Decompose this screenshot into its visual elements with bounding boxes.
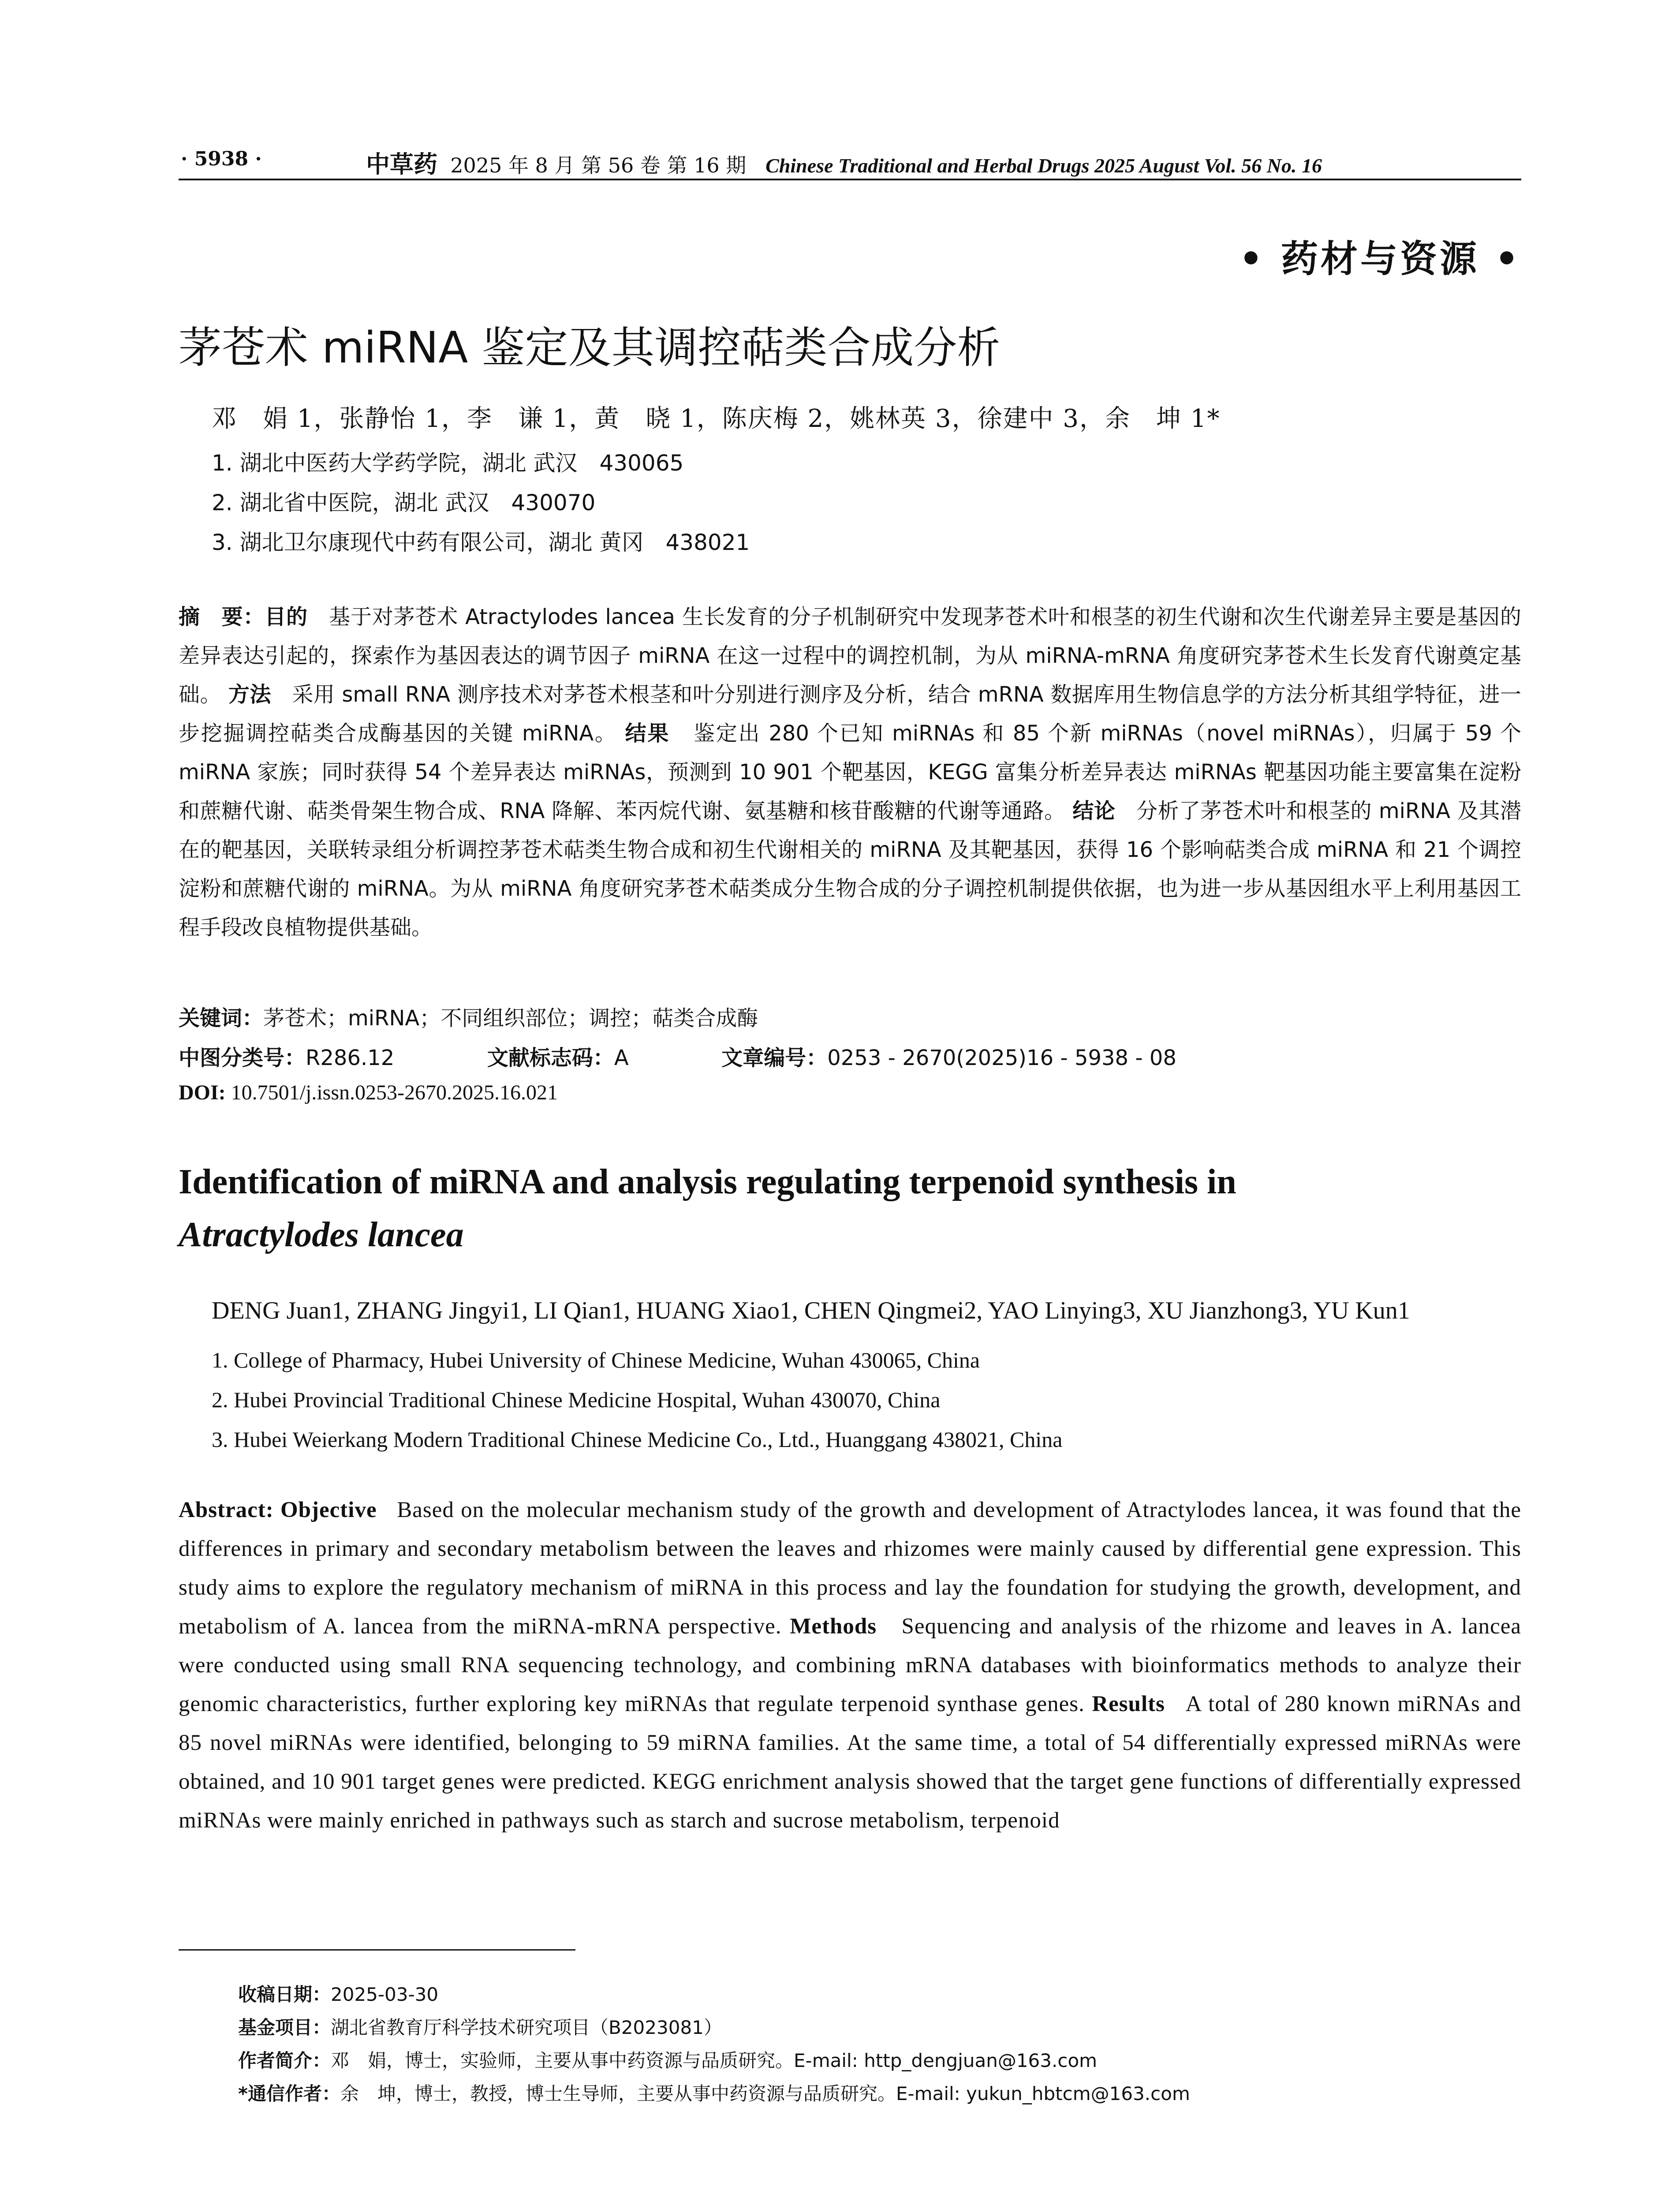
title-main-en: Identification of miRNA and analysis regulating terpenoid synthesis in [179, 1162, 1236, 1201]
footnote-rule [179, 1949, 575, 1951]
author-list-en: DENG Juan1, ZHANG Jingyi1, LI Qian1, HUANG Xiao1, CHEN Qingmei2, YAO Linying3, XU Jianzhong3, YU Kun1 [212, 1297, 1410, 1324]
affiliation-en: 2. Hubei Provincial Traditional Chinese Medicine Hospital, Wuhan 430070, China [212, 1387, 941, 1412]
clc-label: 中图分类号： [179, 1046, 306, 1070]
header-rule [179, 179, 1521, 180]
doi-value[interactable]: 10.7501/j.issn.0253-2670.2025.16.021 [231, 1081, 558, 1104]
objective-label-en: Objective [280, 1498, 377, 1522]
doi-label: DOI: [179, 1081, 226, 1104]
section-tag: • 药材与资源 • [1239, 237, 1521, 280]
affiliation-en: 3. Hubei Weierkang Modern Traditional Chinese Medicine Co., Ltd., Huanggang 438021, China [212, 1427, 1063, 1452]
results-label-en: Results [1092, 1692, 1165, 1716]
article-no-label: 文章编号： [721, 1046, 828, 1070]
footnote-text: 邓 娟，博士，实验师，主要从事中药资源与品质研究。E-mail: http_dengjuan@163.com [331, 2050, 1098, 2071]
footnote-label: 收稿日期： [238, 1984, 331, 2005]
footnote-label: 作者简介： [238, 2050, 331, 2071]
footnote-corresponding [238, 2079, 1190, 2106]
results-text-en: A total of 280 known miRNAs and 85 novel miRNAs were identified, belonging to 59 miRNA families. At the same time, a total of 54 differentially expressed miRNAs were obtained, and 10 901 target genes were predicted. KEGG enrichment analysis showed that the target gene functions of differentially expressed miRNAs were mainly enriched in pathways such as starch and sucrose metabolism, terpenoid [179, 1692, 1522, 1833]
clc-value: R286.12 [306, 1046, 395, 1070]
keywords: 茅苍术；miRNA；不同组织部位；调控；萜类合成酶 [263, 1006, 758, 1031]
objective-text: 基于对茅苍术 Atractylodes lancea 生长发育的分子机制研究中发现茅苍术叶和根茎的初生代谢和次生代谢差异主要是基因的差异表达引起的，探索作为基因表达的调节因子 miRNA 在这一过程中的调控机制，为从 miRNA-mRNA 角度研究茅苍术生长发育代谢奠定基础。 [179, 605, 1521, 707]
title-species-en: Atractylodes lancea [179, 1215, 464, 1254]
page-number: · 5938 · [181, 148, 262, 170]
affiliation-cn: 3. 湖北卫尔康现代中药有限公司，湖北 黄冈 438021 [212, 530, 750, 555]
article-title-cn: 茅苍术 miRNA 鉴定及其调控萜类合成分析 [179, 323, 1001, 373]
footnote-received [238, 1980, 438, 2007]
running-header [366, 146, 1322, 179]
author-list-cn: 邓 娟 1，张静怡 1，李 谦 1，黄 晓 1，陈庆梅 2，姚林英 3，徐建中 3，余 坤 1* [212, 404, 1221, 433]
methods-label: 方法 [228, 682, 272, 707]
methods-text-en: Sequencing and analysis of the rhizome and leaves in A. lancea were conducted using small RNA sequencing technology, and combining mRNA databases with bioinformatics methods to analyze their genomic characteristics, further exploring key miRNAs that regulate terpenoid synthase genes. [179, 1614, 1522, 1716]
doc-code-value: A [614, 1046, 629, 1070]
article-no-value: 0253 - 2670(2025)16 - 5938 - 08 [827, 1046, 1177, 1070]
abstract-cn [179, 598, 1521, 947]
footnote-label: 基金项目： [238, 2017, 331, 2038]
doc-code-label: 文献标志码： [487, 1046, 614, 1070]
keywords-label: 关键词： [179, 1006, 264, 1031]
doi-line [179, 1080, 558, 1105]
keywords-line [179, 1001, 758, 1031]
affiliation-cn: 1. 湖北中医药大学药学院，湖北 武汉 430065 [212, 450, 684, 476]
journal-name-cn: 中草药 [366, 150, 437, 178]
abstract-en [179, 1491, 1521, 1840]
footnote-text: 湖北省教育厅科学技术研究项目（B2023081） [331, 2017, 722, 2038]
footnote-text: 2025-03-30 [331, 1984, 439, 2005]
journal-name-en: Chinese Traditional and Herbal Drugs 2025 August Vol. 56 No. 16 [765, 154, 1322, 177]
conclusion-text: 分析了茅苍术叶和根茎的 miRNA 及其潜在的靶基因，关联转录组分析调控茅苍术萜类生物合成和初生代谢相关的 miRNA 及其靶基因，获得 16 个影响萜类合成 miRNA 和 21 个调控淀粉和蔗糖代谢的 miRNA。为从 miRNA 角度研究茅苍术萜类成分生物合成的分子调控机制提供依据，也为进一步从基因组水平上利用基因工程手段改良植物提供基础。 [179, 799, 1521, 940]
methods-text: 采用 small RNA 测序技术对茅苍术根茎和叶分别进行测序及分析，结合 mRNA 数据库用生物信息学的方法分析其组学特征，进一步挖掘调控萜类合成酶基因的关键 miRNA。 [179, 682, 1521, 746]
footnote-author-bio [238, 2046, 1097, 2073]
footnote-label: *通信作者： [238, 2083, 340, 2104]
classification-line [179, 1041, 1176, 1071]
issue-cn: 2025 年 8 月 第 56 卷 第 16 期 [450, 153, 747, 177]
methods-label-en: Methods [790, 1614, 877, 1639]
affiliation-cn: 2. 湖北省中医院，湖北 武汉 430070 [212, 490, 596, 516]
results-label: 结果 [625, 721, 670, 746]
objective-label: 目的 [265, 605, 308, 629]
conclusion-label: 结论 [1072, 799, 1116, 823]
article-title-en [179, 1155, 1521, 1261]
abstract-label-en: Abstract: [179, 1498, 274, 1522]
footnote-text: 余 坤，博士，教授，博士生导师，主要从事中药资源与品质研究。E-mail: yukun_hbtcm@163.com [340, 2083, 1190, 2104]
results-text: 鉴定出 280 个已知 miRNAs 和 85 个新 miRNAs（novel miRNAs），归属于 59 个 miRNA 家族；同时获得 54 个差异表达 miRNAs，预测到 10 901 个靶基因，KEGG 富集分析差异表达 miRNAs 靶基因功能主要富集在淀粉和蔗糖代谢、萜类骨架生物合成、RNA 降解、苯丙烷代谢、氨基糖和核苷酸糖的代谢等通路。 [179, 721, 1521, 823]
affiliation-en: 1. College of Pharmacy, Hubei University of Chinese Medicine, Wuhan 430065, China [212, 1348, 980, 1372]
footnote-funding [238, 2013, 722, 2040]
objective-text-en: Based on the molecular mechanism study of the growth and development of Atractylodes lancea, it was found that the differences in primary and secondary metabolism between the leaves and rhizomes were mainly caused by differential gene expression. This study aims to explore the regulatory mechanism of miRNA in this process and lay the foundation for studying the growth, development, and metabolism of A. lancea from the miRNA-mRNA perspective. [179, 1498, 1522, 1639]
abstract-label: 摘 要： [179, 605, 265, 629]
